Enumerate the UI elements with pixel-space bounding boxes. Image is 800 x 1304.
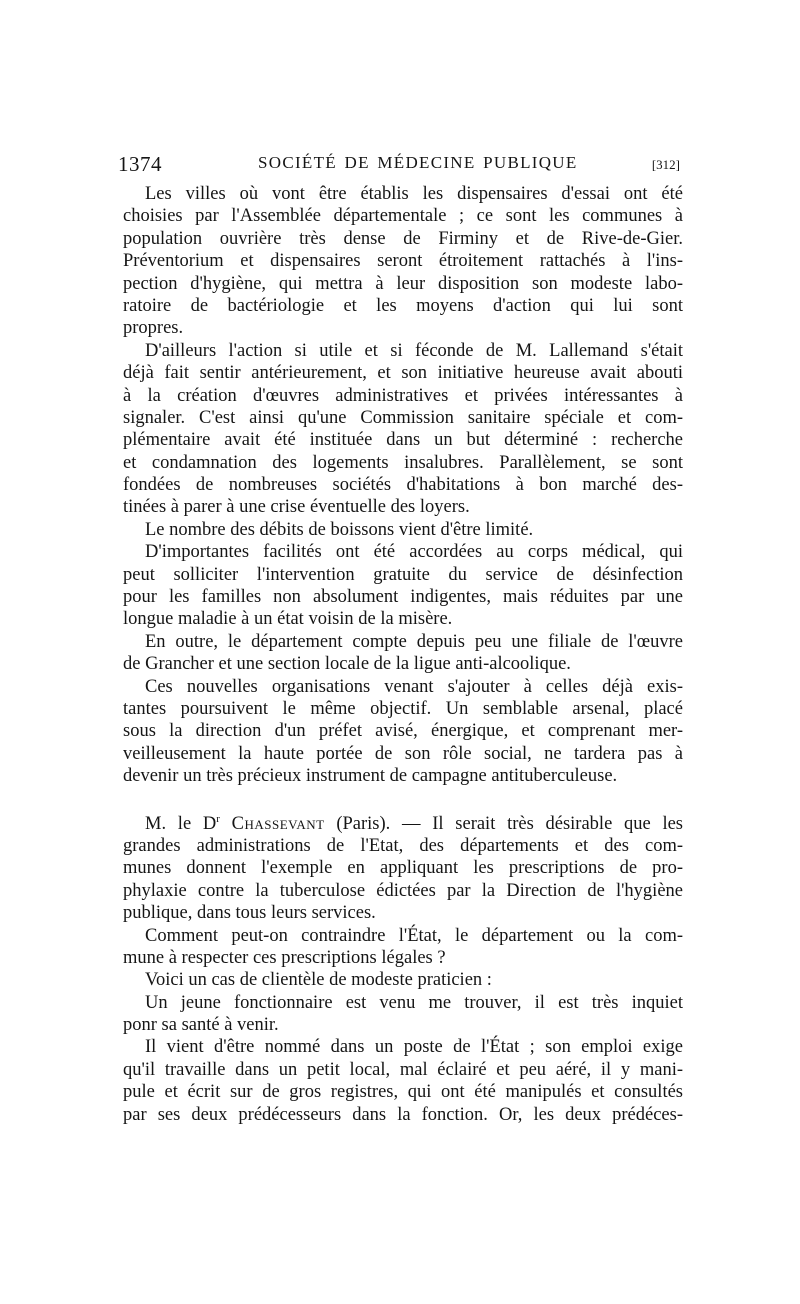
paragraph-poste xyxy=(123,1036,683,1126)
text-line: tinées à parer à une crise éventuelle des loyers. xyxy=(123,497,470,518)
text-line: Comment peut-on contraindre l'État, le département ou la com- xyxy=(145,925,683,946)
text-line: Un jeune fonctionnaire est venu me trouver, il est très inquiet xyxy=(145,992,683,1013)
text-line: Ces nouvelles organisations venant s'ajouter à celles déjà exis- xyxy=(145,676,683,697)
paragraph-facilites xyxy=(123,541,683,631)
text-line: mune à respecter ces prescriptions légales ? xyxy=(123,947,446,968)
text-line: veilleusement la haute portée de son rôle social, ne tardera pas à xyxy=(123,743,683,764)
text-line: D'importantes facilités ont été accordées au corps médical, qui xyxy=(145,542,683,563)
speaker-location: (Paris). — xyxy=(324,813,433,834)
page-header xyxy=(118,150,680,180)
text-line: Les villes où vont être établis les dispensaires d'essai ont été xyxy=(145,184,683,204)
text-line: munes donnent l'exemple en appliquant les prescriptions de pro- xyxy=(123,858,683,879)
text-line: signaler. C'est ainsi qu'une Commission sanitaire spéciale et com- xyxy=(123,407,683,428)
text-line: qu'il travaille dans un petit local, mal éclairé et peu aéré, il y mani- xyxy=(123,1059,683,1080)
paragraph-lallemand xyxy=(123,340,683,519)
paragraph-chassevant xyxy=(123,813,683,925)
text-line: En outre, le département compte depuis peu une filiale de l'œuvre xyxy=(145,631,683,652)
text-line: pule et écrit sur de gros registres, qui ont été manipulés et consultés xyxy=(123,1082,683,1103)
text-line: devenir un très précieux instrument de campagne antituberculeuse. xyxy=(123,766,618,787)
text-line: population ouvrière très dense de Firminy et de Rive-de-Gier. xyxy=(123,228,683,249)
text-line: choisies par l'Assemblée départementale ; ce sont les communes à xyxy=(123,206,683,227)
text-line: ratoire de bactériologie et les moyens d'action qui lui sont xyxy=(123,295,683,316)
text-line: pour les familles non absolument indigentes, mais réduites par une xyxy=(123,587,683,608)
text-line: et condamnation des logements insalubres. Parallèlement, se sont xyxy=(123,452,683,473)
text-line: pection d'hygiène, qui mettra à leur disposition son modeste labo- xyxy=(123,273,683,294)
text-line: par ses deux prédécesseurs dans la fonction. Or, les deux prédéces- xyxy=(123,1104,683,1125)
paragraph-comment xyxy=(123,925,683,970)
text-line: plémentaire avait été instituée dans un but déterminé : recherche xyxy=(123,430,683,451)
text-line: Préventorium et dispensaires seront étroitement rattachés à l'ins- xyxy=(123,251,683,272)
text-line: de Grancher et une section locale de la ligue anti-alcoolique. xyxy=(123,654,571,675)
side-reference: [312] xyxy=(651,157,680,172)
paragraph-organisations xyxy=(123,676,683,788)
text-line: Voici un cas de clientèle de modeste praticien : xyxy=(145,970,492,991)
paragraph-dispensaries xyxy=(123,183,683,340)
text-line: Il vient d'être nommé dans un poste de l'État ; son emploi exige xyxy=(145,1037,683,1058)
text-line: fondées de nombreuses sociétés d'habitations à bon marché des- xyxy=(123,475,683,496)
text-line: publique, dans tous leurs services. xyxy=(123,903,376,924)
body-text xyxy=(123,183,683,1126)
paragraph-fonctionnaire xyxy=(123,992,683,1037)
text-line: Le nombre des débits de boissons vient d'être limité. xyxy=(145,519,534,540)
text-line: D'ailleurs l'action si utile et si féconde de M. Lallemand s'était xyxy=(145,340,683,361)
text-line: sous la direction d'un préfet avisé, énergique, et comprenant mer- xyxy=(123,721,683,742)
speaker-title-superscript: r xyxy=(216,812,220,825)
text-line: tantes poursuivent le même objectif. Un semblable arsenal, placé xyxy=(123,698,683,719)
text-line: grandes administrations de l'Etat, des départements et des com- xyxy=(123,835,683,856)
speaker-prefix: M. le D xyxy=(145,813,217,834)
text-line: ponr sa santé à venir. xyxy=(123,1015,279,1036)
text-line: déjà fait sentir antérieurement, et son initiative heureuse avait abouti xyxy=(123,363,683,384)
page-number: 1374 xyxy=(118,152,162,176)
speaker-name: Chassevant xyxy=(231,813,325,834)
speaker-line-rest: Il serait très désirable que les xyxy=(432,813,684,834)
text-line: à la création d'œuvres administratives et privées intéressantes à xyxy=(123,385,683,406)
paragraph-debits xyxy=(123,519,683,541)
text-line: propres. xyxy=(123,318,184,339)
section-gap xyxy=(123,788,683,813)
paragraph-grancher xyxy=(123,631,683,676)
text-line: peut solliciter l'intervention gratuite du service de désinfection xyxy=(123,564,683,585)
text-line: phylaxie contre la tuberculose édictées par la Direction de l'hygiène xyxy=(123,880,683,901)
running-title: SOCIÉTÉ DE MÉDECINE PUBLIQUE xyxy=(258,153,578,172)
paragraph-cas xyxy=(123,969,683,991)
text-line: longue maladie à un état voisin de la misère. xyxy=(123,609,453,630)
speaker-line xyxy=(123,813,683,835)
